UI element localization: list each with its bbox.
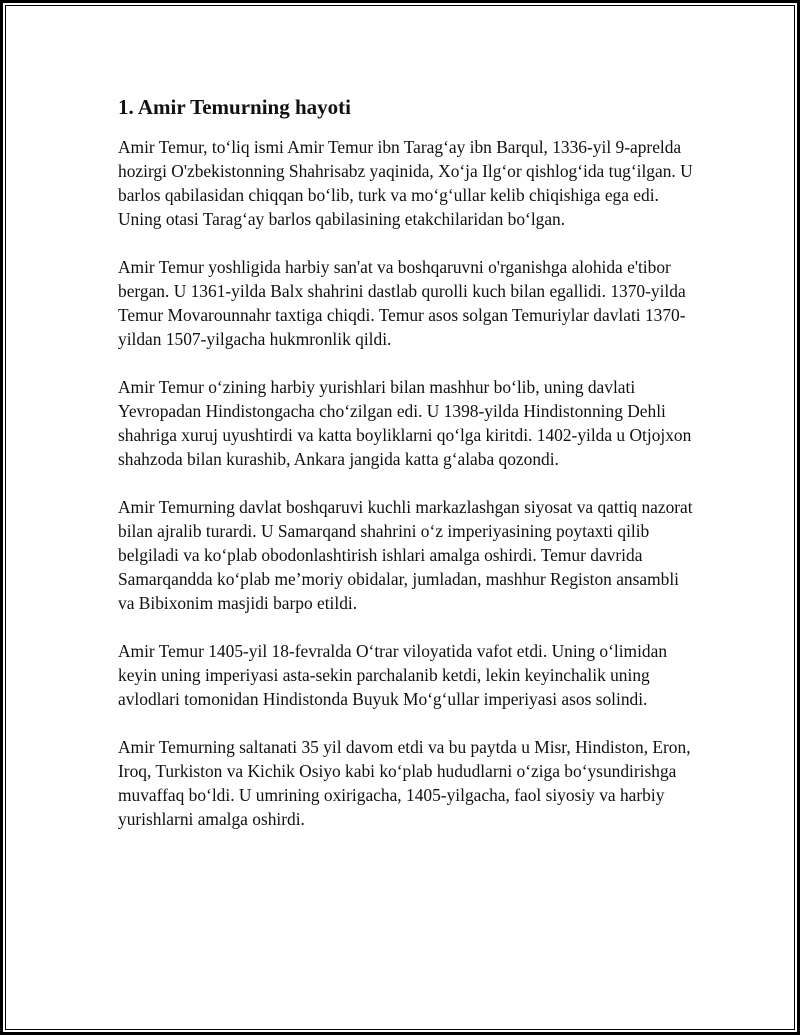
- document-body: [118, 93, 698, 855]
- document-title: 1. Amir Temurning hayoti: [118, 95, 351, 119]
- paragraph-birth: Amir Temur, to‘liq ismi Amir Temur ibn Tarag‘ay ibn Barqul, 1336-yil 9-aprelda hozirgi O'zbekistonning Shahrisabz yaqinida, Xo‘ja Ilg‘or qishlog‘ida tug‘ilgan. U barlos qabilasidan chiqqan bo‘lib, turk va mo‘g‘ullar kelib chiqishiga ega edi. Uning otasi Tarag‘ay barlos qabilasining etakchilaridan bo‘lgan.: [118, 137, 693, 229]
- paragraph-campaigns: Amir Temur o‘zining harbiy yurishlari bilan mashhur bo‘lib, uning davlati Yevropadan Hindistongacha cho‘zilgan edi. U 1398-yilda Hindistonning Dehli shahriga xuruj uyushtirdi va katta boyliklarni qo‘lga kiritdi. 1402-yilda u Otjojxon shahzoda bilan kurashib, Ankara jangida katta g‘alaba qozondi.: [118, 377, 692, 469]
- paragraph-death: Amir Temur 1405-yil 18-fevralda O‘trar viloyatida vafot etdi. Uning o‘limidan keyin uning imperiyasi asta-sekin parchalanib ketdi, lekin keyinchalik uning avlodlari tomonidan Hindistonda Buyuk Mo‘g‘ullar imperiyasi asos solindi.: [118, 641, 668, 709]
- paragraph-reign: Amir Temurning saltanati 35 yil davom etdi va bu paytda u Misr, Hindiston, Eron, Iroq, Turkiston va Kichik Osiyo kabi ko‘plab hududlarni o‘ziga bo‘ysundirishga muvaffaq bo‘ldi. U umrining oxirigacha, 1405-yilgacha, faol siyosiy va harbiy yurishlarni amalga oshirdi.: [118, 737, 691, 829]
- paragraph-youth: Amir Temur yoshligida harbiy san'at va boshqaruvni o'rganishga alohida e'tibor bergan. U 1361-yilda Balx shahrini dastlab qurolli kuch bilan egallidi. 1370-yilda Temur Movarounnahr taxtiga chiqdi. Temur asos solgan Temuriylar davlati 1370-yildan 1507-yilgacha hukmronlik qildi.: [118, 257, 686, 349]
- paragraph-governance: Amir Temurning davlat boshqaruvi kuchli markazlashgan siyosat va qattiq nazorat bilan ajralib turardi. U Samarqand shahrini o‘z imperiyasining poytaxti qilib belgiladi va ko‘plab obodonlashtirish ishlari amalga oshirdi. Temur davrida Samarqandda ko‘plab me’moriy obidalar, jumladan, mashhur Registon ansambli va Bibixonim masjidi barpo etildi.: [118, 497, 693, 613]
